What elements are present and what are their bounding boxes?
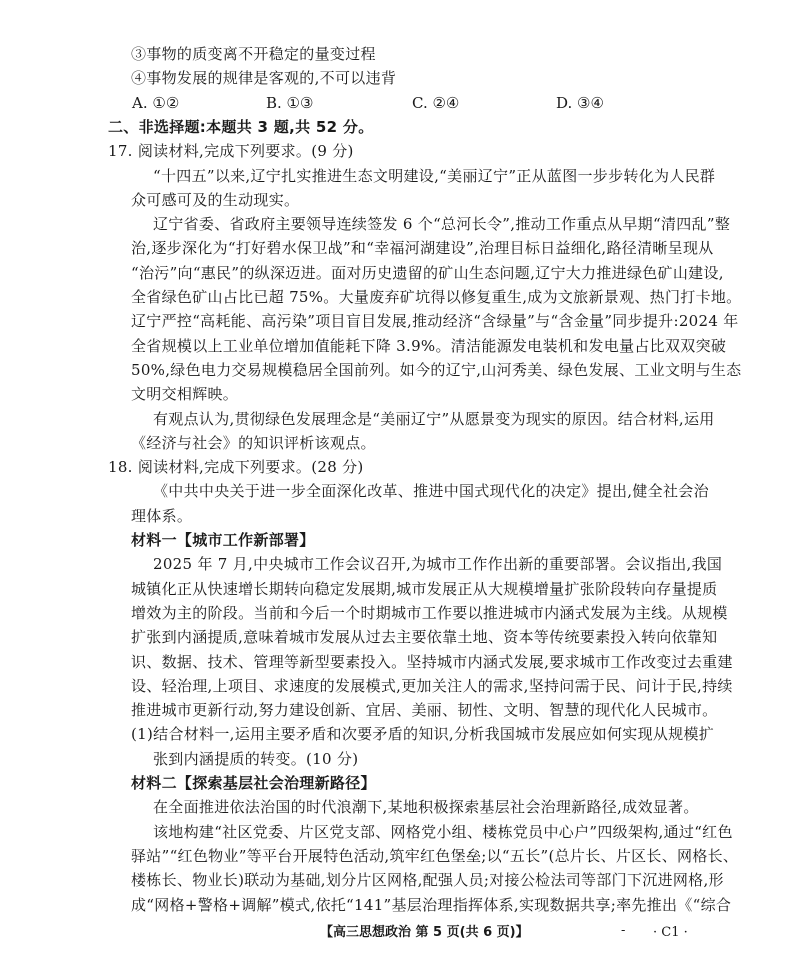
material-2-line: 楼栋长、物业长)联动为基础,划分片区网格,配强人员;对接公检法司等部门下沉进网格,形 bbox=[131, 871, 724, 889]
q17-prompt-line: 《经济与社会》的知识评析该观点。 bbox=[131, 434, 376, 452]
sub-question-1: (1)结合材料一,运用主要矛盾和次要矛盾的知识,分析我国城市发展应如何实现从规模扩 bbox=[131, 725, 715, 743]
option-item-3: ③事物的质变离不开稳定的量变过程 bbox=[131, 45, 376, 63]
q17-p1-line: “十四五”以来,辽宁扎实推进生态文明建设,“美丽辽宁”正从蓝图一步步转化为人民群 bbox=[153, 167, 716, 185]
q18-intro-line: 《中共中央关于进一步全面深化改革、推进中国式现代化的决定》提出,健全社会治 bbox=[153, 482, 709, 500]
sub-question-1: 张到内涵提质的转变。(10 分) bbox=[153, 750, 359, 768]
q17-p2-line: 全省规模以上工业单位增加值能耗下降 3.9%。清洁能源发电装机和发电量占比双双突破 bbox=[131, 337, 727, 355]
q18-intro-line: 理体系。 bbox=[131, 507, 193, 525]
choice-d: D. ③④ bbox=[556, 94, 604, 112]
q17-p2-line: 全省绿色矿山占比已超 75%。大量废弃矿坑得以修复重生,成为文旅新景观、热门打卡地。 bbox=[131, 288, 742, 306]
q17-p2-line: 治,逐步深化为“打好碧水保卫战”和“幸福河湖建设”,治理目标日益细化,路径清晰呈现从 bbox=[131, 239, 714, 257]
material-1-line: 2025 年 7 月,中央城市工作会议召开,为城市工作作出新的重要部署。会议指出,我国 bbox=[153, 555, 723, 573]
q17-p2-line: “治污”向“惠民”的纵深迈进。面对历史遗留的矿山生态问题,辽宁大力推进绿色矿山建设, bbox=[131, 264, 724, 282]
section-heading: 二、非选择题:本题共 3 题,共 52 分。 bbox=[108, 118, 374, 136]
q18-title: 18. 阅读材料,完成下列要求。(28 分) bbox=[108, 458, 364, 476]
q17-p2-line: 文明交相辉映。 bbox=[131, 385, 239, 403]
footer-page-info: 【高三思想政治 第 5 页(共 6 页)】 bbox=[320, 925, 529, 940]
material-2-line: 在全面推进依法治国的时代浪潮下,某地积极探索基层社会治理新路径,成效显著。 bbox=[153, 798, 699, 816]
q17-prompt-line: 有观点认为,贯彻绿色发展理念是“美丽辽宁”从愿景变为现实的原因。结合材料,运用 bbox=[153, 410, 715, 428]
choice-b: B. ①③ bbox=[266, 94, 314, 112]
material-2-title: 材料二【探索基层社会治理新路径】 bbox=[131, 774, 376, 792]
footer-dash: - bbox=[621, 923, 626, 938]
q17-title: 17. 阅读材料,完成下列要求。(9 分) bbox=[108, 142, 354, 160]
material-2-line: 该地构建“社区党委、片区党支部、网格党小组、楼栋党员中心户”四级架构,通过“红色 bbox=[153, 823, 733, 841]
q17-p2-line: 辽宁省委、省政府主要领导连续签发 6 个“总河长令”,推动工作重点从早期“清四乱”整 bbox=[153, 215, 731, 233]
material-1-line: 设、轻治理,上项目、求速度的发展模式,更加关注人的需求,坚持问需于民、问计于民,持续 bbox=[131, 677, 733, 695]
material-1-line: 推进城市更新行动,努力建设创新、宜居、美丽、韧性、文明、智慧的现代化人民城市。 bbox=[131, 701, 718, 719]
q17-p2-line: 辽宁严控“高耗能、高污染”项目盲目发展,推动经济“含绿量”与“含金量”同步提升:2024 年 bbox=[131, 312, 739, 330]
q17-p2-line: 50%,绿色电力交易规模稳居全国前列。如今的辽宁,山河秀美、绿色发展、工业文明与生态 bbox=[131, 361, 742, 379]
material-1-line: 扩张到内涵提质,意味着城市发展从过去主要依靠土地、资本等传统要素投入转向依靠知 bbox=[131, 628, 718, 646]
material-2-line: 驿站”“红色物业”等平台开展特色活动,筑牢红色堡垒;以“五长”(总片长、片区长、网格长、 bbox=[131, 847, 739, 865]
q17-p1-line: 众可感可及的生动现实。 bbox=[131, 191, 300, 209]
material-1-line: 城镇化正从快速增长期转向稳定发展期,城市发展正从大规模增量扩张阶段转向存量提质 bbox=[131, 580, 718, 598]
option-item-4: ④事物发展的规律是客观的,不可以违背 bbox=[131, 69, 397, 87]
material-1-line: 识、数据、技术、管理等新型要素投入。坚持城市内涵式发展,要求城市工作改变过去重建 bbox=[131, 653, 733, 671]
choice-a: A. ①② bbox=[132, 94, 180, 112]
footer-code: · C1 · bbox=[653, 925, 688, 940]
material-1-line: 增效为主的阶段。当前和今后一个时期城市工作要以推进城市内涵式发展为主线。从规模 bbox=[131, 604, 728, 622]
choice-c: C. ②④ bbox=[412, 94, 460, 112]
material-1-title: 材料一【城市工作新部署】 bbox=[131, 531, 315, 549]
material-2-line: 成“网格+警格+调解”模式,依托“141”基层治理指挥体系,实现数据共享;率先推出《“综合 bbox=[131, 896, 732, 914]
